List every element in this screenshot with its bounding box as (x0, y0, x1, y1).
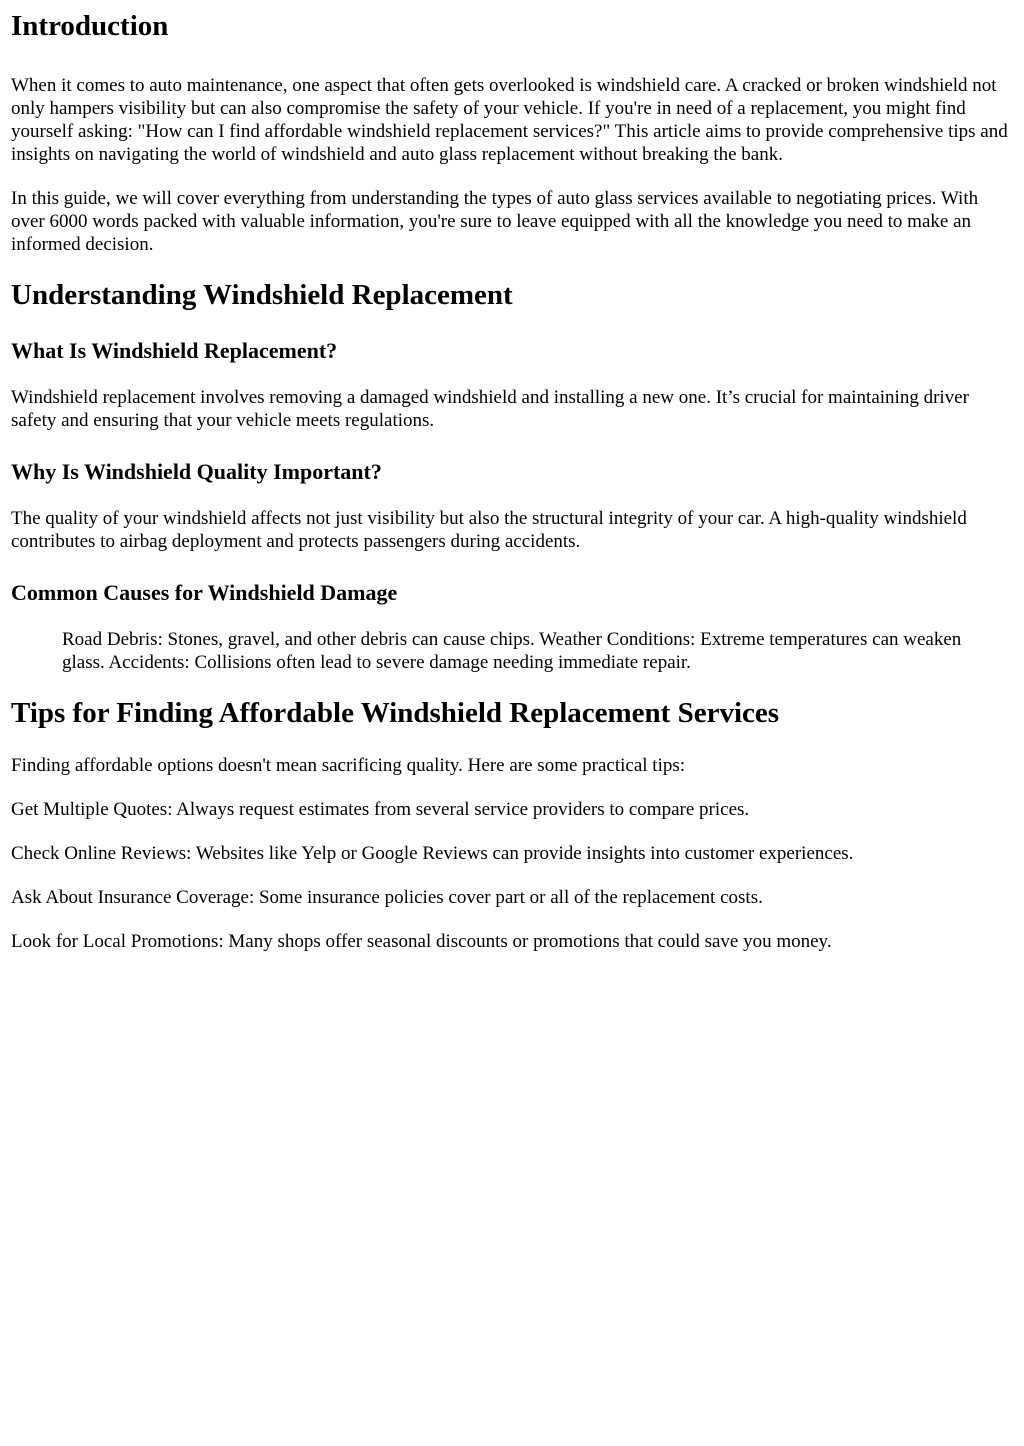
introduction-heading: Introduction (11, 10, 169, 42)
what-is-paragraph: Windshield replacement involves removing a damaged windshield and installing a new one. It’s crucial for maintaining driver safety and ensuring that your vehicle meets regulations. (11, 387, 969, 431)
article (11, 8, 1014, 953)
tip-online-reviews: Check Online Reviews: Websites like Yelp or Google Reviews can provide insights into customer experiences. (11, 843, 854, 864)
introduction-paragraph-2: In this guide, we will cover everything from understanding the types of auto glass services available to negotiating prices. With over 6000 words packed with valuable information, you're sure to leave equipped with all the knowledge you need to make an informed decision. (11, 188, 979, 255)
tips-intro-paragraph: Finding affordable options doesn't mean sacrificing quality. Here are some practical tips: (11, 755, 686, 776)
what-is-heading: What Is Windshield Replacement? (11, 338, 338, 363)
introduction-paragraph-1: When it comes to auto maintenance, one aspect that often gets overlooked is windshield care. A cracked or broken windshield not only hampers visibility but can also compromise the safety of your vehicle. If you're in need of a replacement, you might find yourself asking: "How can I find affordable windshield replacement services?" This article aims to provide comprehensive tips and insights on navigating the world of windshield and auto glass replacement without breaking the bank. (11, 75, 1008, 165)
tips-heading: Tips for Finding Affordable Windshield Replacement Services (11, 697, 780, 729)
understanding-heading: Understanding Windshield Replacement (11, 279, 513, 311)
tip-insurance-coverage: Ask About Insurance Coverage: Some insurance policies cover part or all of the replacement costs. (11, 887, 763, 908)
why-quality-heading: Why Is Windshield Quality Important? (11, 459, 382, 484)
tip-local-promotions: Look for Local Promotions: Many shops offer seasonal discounts or promotions that could save you money. (11, 931, 832, 952)
tip-multiple-quotes: Get Multiple Quotes: Always request estimates from several service providers to compare prices. (11, 799, 750, 820)
common-causes-paragraph: Road Debris: Stones, gravel, and other debris can cause chips. Weather Conditions: Extreme temperatures can weaken glass. Accidents: Collisions often lead to severe damage needing immediate repair. (62, 629, 962, 673)
common-causes-heading: Common Causes for Windshield Damage (11, 580, 398, 605)
why-quality-paragraph: The quality of your windshield affects not just visibility but also the structural integrity of your car. A high-quality windshield contributes to airbag deployment and protects passengers during accidents. (11, 508, 967, 552)
